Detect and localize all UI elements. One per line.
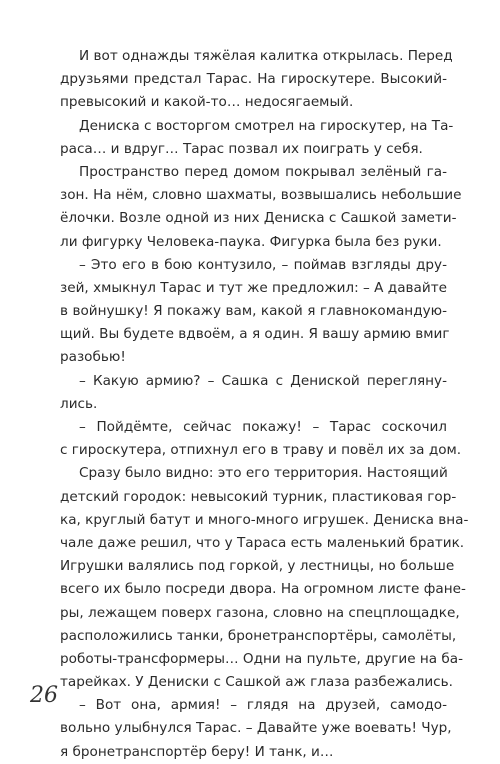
- text-line: я бронетранспортёр беру! И танк, и…: [60, 743, 334, 760]
- text-line: Дениска с восторгом смотрел на гироскутер, на Та-: [79, 117, 454, 134]
- text-line: – Это его в бою контузило, – поймав взгляды дру-: [79, 256, 447, 273]
- text-line: расположились танки, бронетранспортёры, самолёты,: [60, 627, 457, 644]
- text-line: ли фигурку Человека-паука. Фигурка была без руки.: [60, 233, 442, 250]
- text-line: зон. На нём, словно шахматы, возвышались небольшие: [60, 187, 462, 204]
- text-line: ка, круглый батут и много-много игрушек. Дениска вна-: [60, 511, 469, 528]
- text-line: чале даже решил, что у Тараса есть маленький братик.: [60, 534, 465, 551]
- text-line: Пространство перед домом покрывал зелёный га-: [79, 163, 447, 180]
- text-line: роботы-трансформеры… Одни на пульте, другие на ба-: [60, 650, 464, 667]
- text-line: ёлочки. Возле одной из них Дениска с Сашкой замети-: [60, 210, 457, 227]
- text-line: – Какую армию? – Сашка с Дениской перегляну-: [79, 372, 447, 389]
- text-line: с гироскутера, отпихнул его в траву и повёл их за дом.: [60, 442, 462, 459]
- text-line: – Вот она, армия! – глядя на друзей, самодо-: [79, 697, 447, 714]
- text-line: тарейках. У Дениски с Сашкой аж глаза разбежались.: [60, 674, 453, 691]
- text-line: раса… и вдруг… Тарас позвал их поиграть у себя.: [60, 140, 423, 157]
- text-line: И вот однажды тяжёлая калитка открылась. Перед: [79, 48, 453, 64]
- text-line: разобью!: [60, 349, 126, 366]
- text-line: ры, лежащем поверх газона, словно на спецплощадке,: [60, 604, 460, 621]
- text-line: Сразу было видно: это его территория. Настоящий: [79, 465, 448, 482]
- text-line: лись.: [60, 395, 98, 412]
- text-line: превысокий и какой-то… недосягаемый.: [60, 94, 354, 111]
- text-line: в войнушку! Я покажу вам, какой я главнокомандую-: [60, 303, 447, 320]
- text-line: зей, хмыкнул Тарас и тут же предложил: – А давайте: [60, 279, 447, 296]
- text-line: – Пойдёмте, сейчас покажу! – Тарас соскочил: [79, 419, 447, 435]
- text-line: щий. Вы будете вдвоём, а я один. Я вашу армию вмиг: [60, 326, 450, 343]
- body-text: [60, 45, 469, 764]
- text-line: детский городок: невысокий турник, пластиковая гор-: [60, 488, 457, 505]
- text-line: друзьями предстал Тарас. На гироскутере. Высокий-: [60, 71, 447, 88]
- page-number: 26: [30, 683, 58, 708]
- text-line: вольно улыбнулся Тарас. – Давайте уже воевать! Чур,: [60, 720, 452, 737]
- text-line: Игрушки валялись под горкой, у лестницы, но больше: [60, 558, 455, 575]
- text-line: всего их было посреди двора. На огромном листе фане-: [60, 581, 466, 598]
